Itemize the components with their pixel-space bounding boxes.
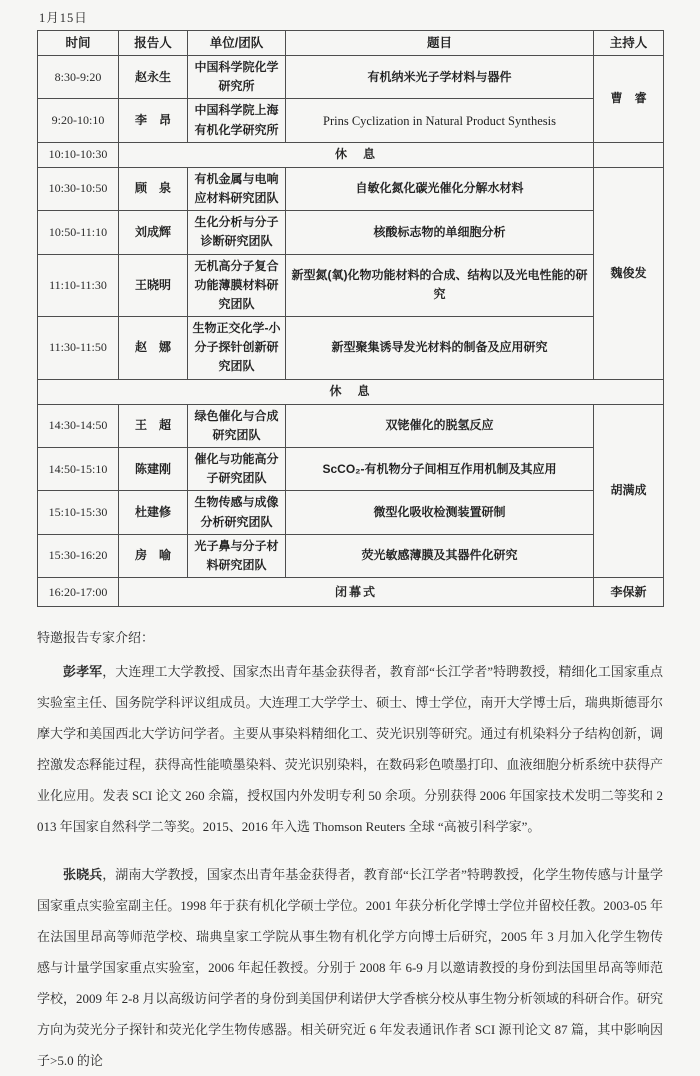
chair-cell: 曹 睿 [594,56,664,143]
break-label: 休 息 [38,379,664,404]
unit-cell: 生物传感与成像分析研究团队 [188,491,286,534]
unit-cell: 无机高分子复合功能薄膜材料研究团队 [188,254,286,317]
time-cell: 16:20-17:00 [38,578,119,607]
table-row [38,491,664,534]
speaker-cell: 李 昂 [119,99,188,142]
header-time: 时间 [38,31,119,56]
header-unit: 单位/团队 [188,31,286,56]
speaker-cell: 陈建刚 [119,448,188,491]
speaker-cell: 王晓明 [119,254,188,317]
bio-paragraph [37,859,663,1076]
speaker-cell: 杜建修 [119,491,188,534]
title-cell: 微型化吸收检测装置研制 [286,491,594,534]
bio-text: ，大连理工大学教授、国家杰出青年基金获得者，教育部“长江学者”特聘教授，精细化工国家重点实验室主任、国务院学科评议组成员。大连理工大学学士、硕士、博士学位，南开大学博士后，瑞典斯德哥尔摩大学和美国西北大学访问学者。主要从事染料精细化工、荧光识别等研究。通过有机染料分子结构创新，调控激发态释能过程，获得高性能喷墨染料、荧光识别染料，在数码彩色喷墨打印、血液细胞分析系统中获得产业化应用。发表 SCI 论文 260 余篇，授权国内外发明专利 50 余项。分别获得 2006 年国家技术发明二等奖和 2013 年国家自然科学二等奖。2015、2016 年入选 Thomson Reuters 全球 “高被引科学家”。 [37,664,663,835]
break-label: 休 息 [119,142,594,167]
speaker-cell: 刘成辉 [119,211,188,254]
bio-text: ，湖南大学教授，国家杰出青年基金获得者，教育部“长江学者”特聘教授，化学生物传感与计量学国家重点实验室副主任。1998 年于获有机化学硕士学位。2001 年获分析化学博士学位并留校任教。2003-05 年在法国里昂高等师范学校、瑞典皇家工学院从事生物有机化学方向博士后研究，2005 年 3 月加入化学生物传感与计量学国家重点实验室，2006 年起任教授。分别于 2008 年 6-9 月以邀请教授的身份到法国里昂高等师范学校，2009 年 2-8 月以高级访问学者的身份到美国伊利诺伊大学香槟分校从事生物分析领域的科研合作。研究方向为荧光分子探针和荧光化学生物传感器。相关研究近 6 年发表通讯作者 SCI 源刊论文 87 篇，其中影响因子>5.0 的论 [37,867,663,1069]
speaker-cell: 房 喻 [119,534,188,577]
time-cell: 8:30-9:20 [38,56,119,99]
chair-cell: 魏俊发 [594,167,664,379]
bio-name: 彭孝军 [63,664,103,680]
title-cell: 自敏化氮化碳光催化分解水材料 [286,167,594,210]
table-row [38,211,664,254]
table-header-row [38,31,664,56]
time-cell: 10:10-10:30 [38,142,119,167]
chair-cell: 李保新 [594,578,664,607]
unit-cell: 催化与功能高分子研究团队 [188,448,286,491]
date-label: 1月15日 [39,11,88,25]
title-cell: Prins Cyclization in Natural Product Synthesis [286,99,594,142]
header-title: 题目 [286,31,594,56]
time-cell: 11:10-11:30 [38,254,119,317]
closing-label: 闭幕式 [119,578,594,607]
unit-cell: 中国科学院上海有机化学研究所 [188,99,286,142]
intro-heading: 特邀报告专家介绍： [37,630,155,646]
time-cell: 10:30-10:50 [38,167,119,210]
time-cell: 11:30-11:50 [38,317,119,380]
time-cell: 9:20-10:10 [38,99,119,142]
title-cell: 荧光敏感薄膜及其器件化研究 [286,534,594,577]
time-cell: 14:30-14:50 [38,404,119,447]
unit-cell: 生化分析与分子诊断研究团队 [188,211,286,254]
break-row [38,142,664,167]
time-cell: 10:50-11:10 [38,211,119,254]
title-cell: 有机纳米光子学材料与器件 [286,56,594,99]
bio-name: 张晓兵 [63,867,103,883]
table-row [38,317,664,380]
unit-cell: 光子鼻与分子材料研究团队 [188,534,286,577]
unit-cell: 中国科学院化学研究所 [188,56,286,99]
title-cell: 核酸标志物的单细胞分析 [286,211,594,254]
table-row [38,56,664,99]
closing-row [38,578,664,607]
unit-cell: 生物正交化学-小分子探针创新研究团队 [188,317,286,380]
time-cell: 14:50-15:10 [38,448,119,491]
title-cell: ScCO₂-有机物分子间相互作用机制及其应用 [286,448,594,491]
table-row [38,404,664,447]
title-cell: 双铑催化的脱氢反应 [286,404,594,447]
speaker-cell: 赵永生 [119,56,188,99]
unit-cell: 有机金属与电响应材料研究团队 [188,167,286,210]
header-speaker: 报告人 [119,31,188,56]
table-row [38,167,664,210]
time-cell: 15:30-16:20 [38,534,119,577]
chair-cell: 胡满成 [594,404,664,578]
schedule-table [37,30,664,607]
table-row [38,99,664,142]
chair-cell-empty [594,142,664,167]
table-row [38,254,664,317]
bio-paragraph [37,656,663,842]
unit-cell: 绿色催化与合成研究团队 [188,404,286,447]
speaker-cell: 顾 泉 [119,167,188,210]
time-cell: 15:10-15:30 [38,491,119,534]
speaker-cell: 王 超 [119,404,188,447]
title-cell: 新型氮(氧)化物功能材料的合成、结构以及光电性能的研究 [286,254,594,317]
table-row [38,448,664,491]
speaker-cell: 赵 娜 [119,317,188,380]
title-cell: 新型聚集诱导发光材料的制备及应用研究 [286,317,594,380]
header-chair: 主持人 [594,31,664,56]
break-row [38,379,664,404]
table-row [38,534,664,577]
